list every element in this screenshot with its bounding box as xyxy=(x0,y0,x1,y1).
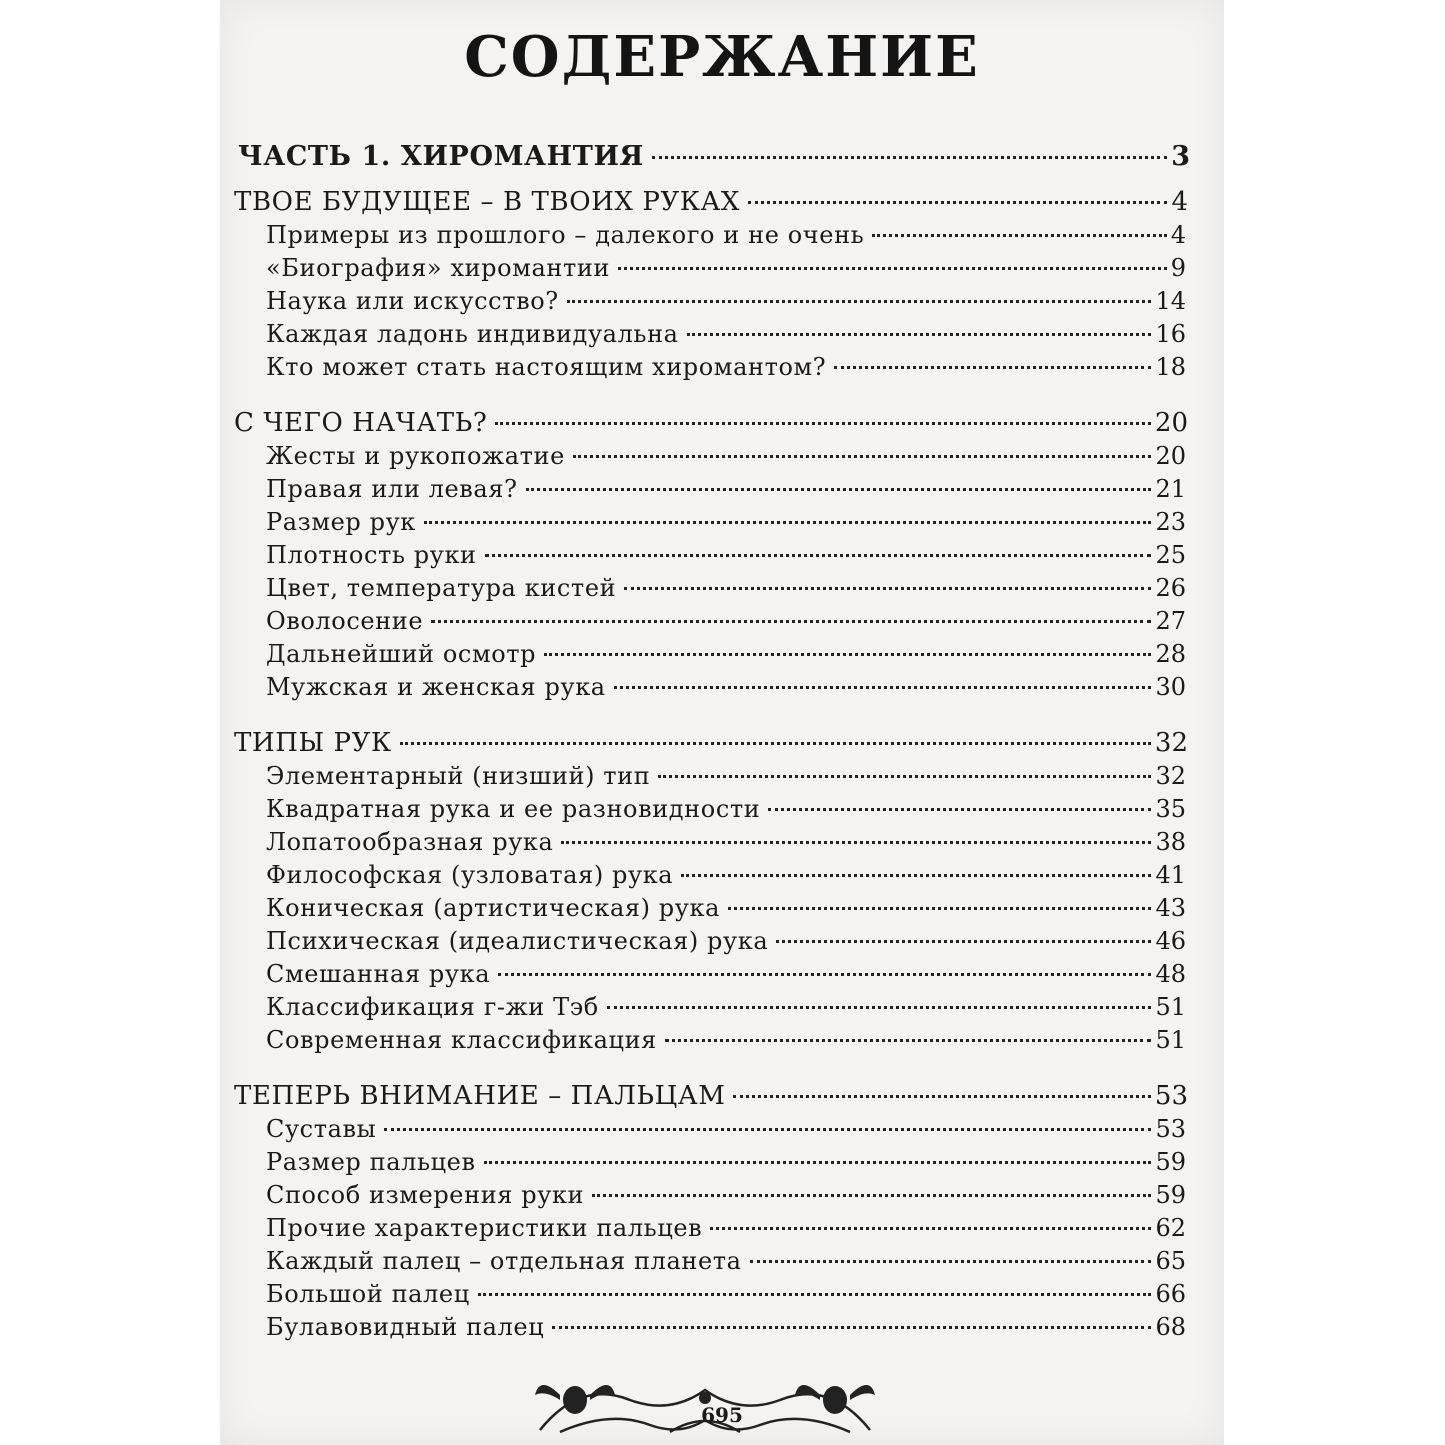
dot-leader xyxy=(424,521,1152,524)
toc-item xyxy=(266,318,1186,351)
dot-leader xyxy=(431,620,1151,623)
toc-chapter-heading xyxy=(234,407,1188,440)
toc-entry-title: С ЧЕГО НАЧАТЬ? xyxy=(234,408,488,438)
toc-item xyxy=(266,859,1186,892)
dot-leader xyxy=(592,1194,1151,1197)
toc-item xyxy=(266,925,1186,958)
toc-page-number: 59 xyxy=(1155,1148,1186,1176)
dot-leader xyxy=(498,973,1151,976)
toc-item xyxy=(266,760,1186,793)
toc-page-number: 20 xyxy=(1154,408,1188,438)
dot-leader xyxy=(485,554,1152,557)
toc-entry-title: Квадратная рука и ее разновидности xyxy=(266,795,761,823)
toc-entry-title: Примеры из прошлого – далекого и не очень xyxy=(266,221,865,249)
toc-page-number: 4 xyxy=(1170,221,1186,249)
toc-page-number: 18 xyxy=(1155,353,1186,381)
toc-entry-title: Дальнейший осмотр xyxy=(266,640,537,668)
dot-leader xyxy=(561,841,1151,844)
toc-page-number: 43 xyxy=(1155,894,1186,922)
toc-page-number: 23 xyxy=(1155,508,1186,536)
toc-page-number: 4 xyxy=(1171,187,1188,217)
dot-leader xyxy=(728,907,1151,910)
dot-leader xyxy=(544,653,1151,656)
toc-page-number: 51 xyxy=(1155,1026,1186,1054)
dot-leader xyxy=(526,488,1152,491)
toc-item xyxy=(266,1278,1186,1311)
dot-leader xyxy=(607,1006,1152,1009)
toc-item xyxy=(266,572,1186,605)
toc-page-number: 21 xyxy=(1155,475,1186,503)
toc-page-number: 38 xyxy=(1155,828,1186,856)
toc-page-number: 28 xyxy=(1155,640,1186,668)
toc-page-number: 16 xyxy=(1155,320,1186,348)
toc-entry-title: Смешанная рука xyxy=(266,960,491,988)
toc-entry-title: ТВОЕ БУДУЩЕЕ – В ТВОИХ РУКАХ xyxy=(234,187,740,217)
toc-page-number: 48 xyxy=(1155,960,1186,988)
toc-entry-title: Классификация г-жи Тэб xyxy=(266,993,599,1021)
toc-item xyxy=(266,793,1186,826)
dot-leader xyxy=(872,234,1166,237)
toc-item xyxy=(266,826,1186,859)
dot-leader xyxy=(614,686,1152,689)
toc-entry-title: «Биография» хиромантии xyxy=(266,254,611,282)
toc-entry-title: Размер пальцев xyxy=(266,1148,476,1176)
toc-page-number: 25 xyxy=(1155,541,1186,569)
dot-leader xyxy=(658,775,1151,778)
toc-entry-title: Философская (узловатая) рука xyxy=(266,861,674,889)
toc-item xyxy=(266,991,1186,1024)
toc-page-number: 66 xyxy=(1155,1280,1186,1308)
toc-item xyxy=(266,605,1186,638)
toc-entry-title: Жесты и рукопожатие xyxy=(266,442,565,470)
toc-entry-title: Суставы xyxy=(266,1115,377,1143)
page-title: СОДЕРЖАНИЕ xyxy=(464,24,980,90)
dot-leader xyxy=(750,1260,1152,1263)
toc-page-number: 46 xyxy=(1155,927,1186,955)
toc-entry-title: Мужская и женская рука xyxy=(266,673,606,701)
dot-leader xyxy=(552,1326,1151,1329)
toc-item xyxy=(266,671,1186,704)
toc-entry-title: Лопатообразная рука xyxy=(266,828,554,856)
dot-leader xyxy=(567,300,1152,303)
toc-part-heading xyxy=(238,140,1190,173)
toc-item xyxy=(266,539,1186,572)
toc-page-number: 62 xyxy=(1155,1214,1186,1242)
toc-entry-title: ЧАСТЬ 1. ХИРОМАНТИЯ xyxy=(238,141,644,172)
toc-item xyxy=(266,351,1186,384)
dot-leader xyxy=(652,156,1167,159)
dot-leader xyxy=(400,742,1151,745)
toc-entry-title: Размер рук xyxy=(266,508,416,536)
dot-leader xyxy=(618,267,1167,270)
toc-page-number: 51 xyxy=(1155,993,1186,1021)
toc-item xyxy=(266,1179,1186,1212)
toc-chapter-heading xyxy=(234,186,1188,219)
toc-entry-title: Коническая (артистическая) рука xyxy=(266,894,720,922)
toc-page-number: 27 xyxy=(1155,607,1186,635)
dot-leader xyxy=(834,366,1151,369)
toc-entry-title: Каждая ладонь индивидуальна xyxy=(266,320,679,348)
toc-page-number: 32 xyxy=(1154,728,1188,758)
dot-leader xyxy=(484,1161,1152,1164)
toc-item xyxy=(266,252,1186,285)
toc-entry-title: Элементарный (низший) тип xyxy=(266,762,651,790)
toc-item xyxy=(266,1113,1186,1146)
toc-page-number: 30 xyxy=(1155,673,1186,701)
dot-leader xyxy=(624,587,1151,590)
toc-item xyxy=(266,1146,1186,1179)
dot-leader xyxy=(776,940,1151,943)
dot-leader xyxy=(384,1128,1151,1131)
toc-page-number: 32 xyxy=(1155,762,1186,790)
toc-page-number: 35 xyxy=(1155,795,1186,823)
toc-item xyxy=(266,1245,1186,1278)
toc-page-number: 65 xyxy=(1155,1247,1186,1275)
toc-item xyxy=(266,473,1186,506)
toc-item xyxy=(266,219,1186,252)
dot-leader xyxy=(710,1227,1151,1230)
dot-leader xyxy=(478,1293,1152,1296)
toc-entry-title: Прочие характеристики пальцев xyxy=(266,1214,703,1242)
toc-page-number: 14 xyxy=(1155,287,1186,315)
toc-item xyxy=(266,285,1186,318)
toc-entry-title: Большой палец xyxy=(266,1280,470,1308)
toc-entry-title: Правая или левая? xyxy=(266,475,518,503)
toc-entry-title: Цвет, температура кистей xyxy=(266,574,617,602)
dot-leader xyxy=(681,874,1151,877)
toc-page-number: 68 xyxy=(1155,1313,1186,1341)
toc-page-number: 3 xyxy=(1171,141,1190,172)
toc-page-number: 59 xyxy=(1155,1181,1186,1209)
dot-leader xyxy=(665,1039,1152,1042)
toc-entry-title: ТЕПЕРЬ ВНИМАНИЕ – ПАЛЬЦАМ xyxy=(234,1081,726,1111)
toc-entry-title: ТИПЫ РУК xyxy=(234,728,392,758)
toc-item xyxy=(266,506,1186,539)
toc-entry-title: Плотность руки xyxy=(266,541,477,569)
toc-chapter-heading xyxy=(234,727,1188,760)
toc-entry-title: Современная классификация xyxy=(266,1026,657,1054)
dot-leader xyxy=(687,333,1152,336)
toc-entry-title: Способ измерения руки xyxy=(266,1181,585,1209)
toc-item xyxy=(266,638,1186,671)
dot-leader xyxy=(733,1095,1150,1098)
toc-item xyxy=(266,958,1186,991)
page-number: 695 xyxy=(701,1403,743,1427)
toc-page-number: 41 xyxy=(1155,861,1186,889)
toc-entry-title: Кто может стать настоящим хиромантом? xyxy=(266,353,827,381)
dot-leader xyxy=(748,201,1167,204)
toc-entry-title: Наука или искусство? xyxy=(266,287,559,315)
toc-item xyxy=(266,1024,1186,1057)
toc-entry-title: Оволосение xyxy=(266,607,424,635)
toc-item xyxy=(266,440,1186,473)
toc-entry-title: Булавовидный палец xyxy=(266,1313,545,1341)
book-page xyxy=(220,0,1224,1445)
toc-item xyxy=(266,1212,1186,1245)
toc-item xyxy=(266,1311,1186,1344)
dot-leader xyxy=(495,422,1151,425)
dot-leader xyxy=(768,808,1151,811)
toc-item xyxy=(266,892,1186,925)
toc-page-number: 53 xyxy=(1154,1081,1188,1111)
toc-page-number: 26 xyxy=(1155,574,1186,602)
dot-leader xyxy=(573,455,1152,458)
toc-entry-title: Психическая (идеалистическая) рука xyxy=(266,927,769,955)
toc-chapter-heading xyxy=(234,1080,1188,1113)
toc-page-number: 20 xyxy=(1155,442,1186,470)
toc-page-number: 9 xyxy=(1170,254,1186,282)
toc-page-number: 53 xyxy=(1155,1115,1186,1143)
toc-entry-title: Каждый палец – отдельная планета xyxy=(266,1247,742,1275)
